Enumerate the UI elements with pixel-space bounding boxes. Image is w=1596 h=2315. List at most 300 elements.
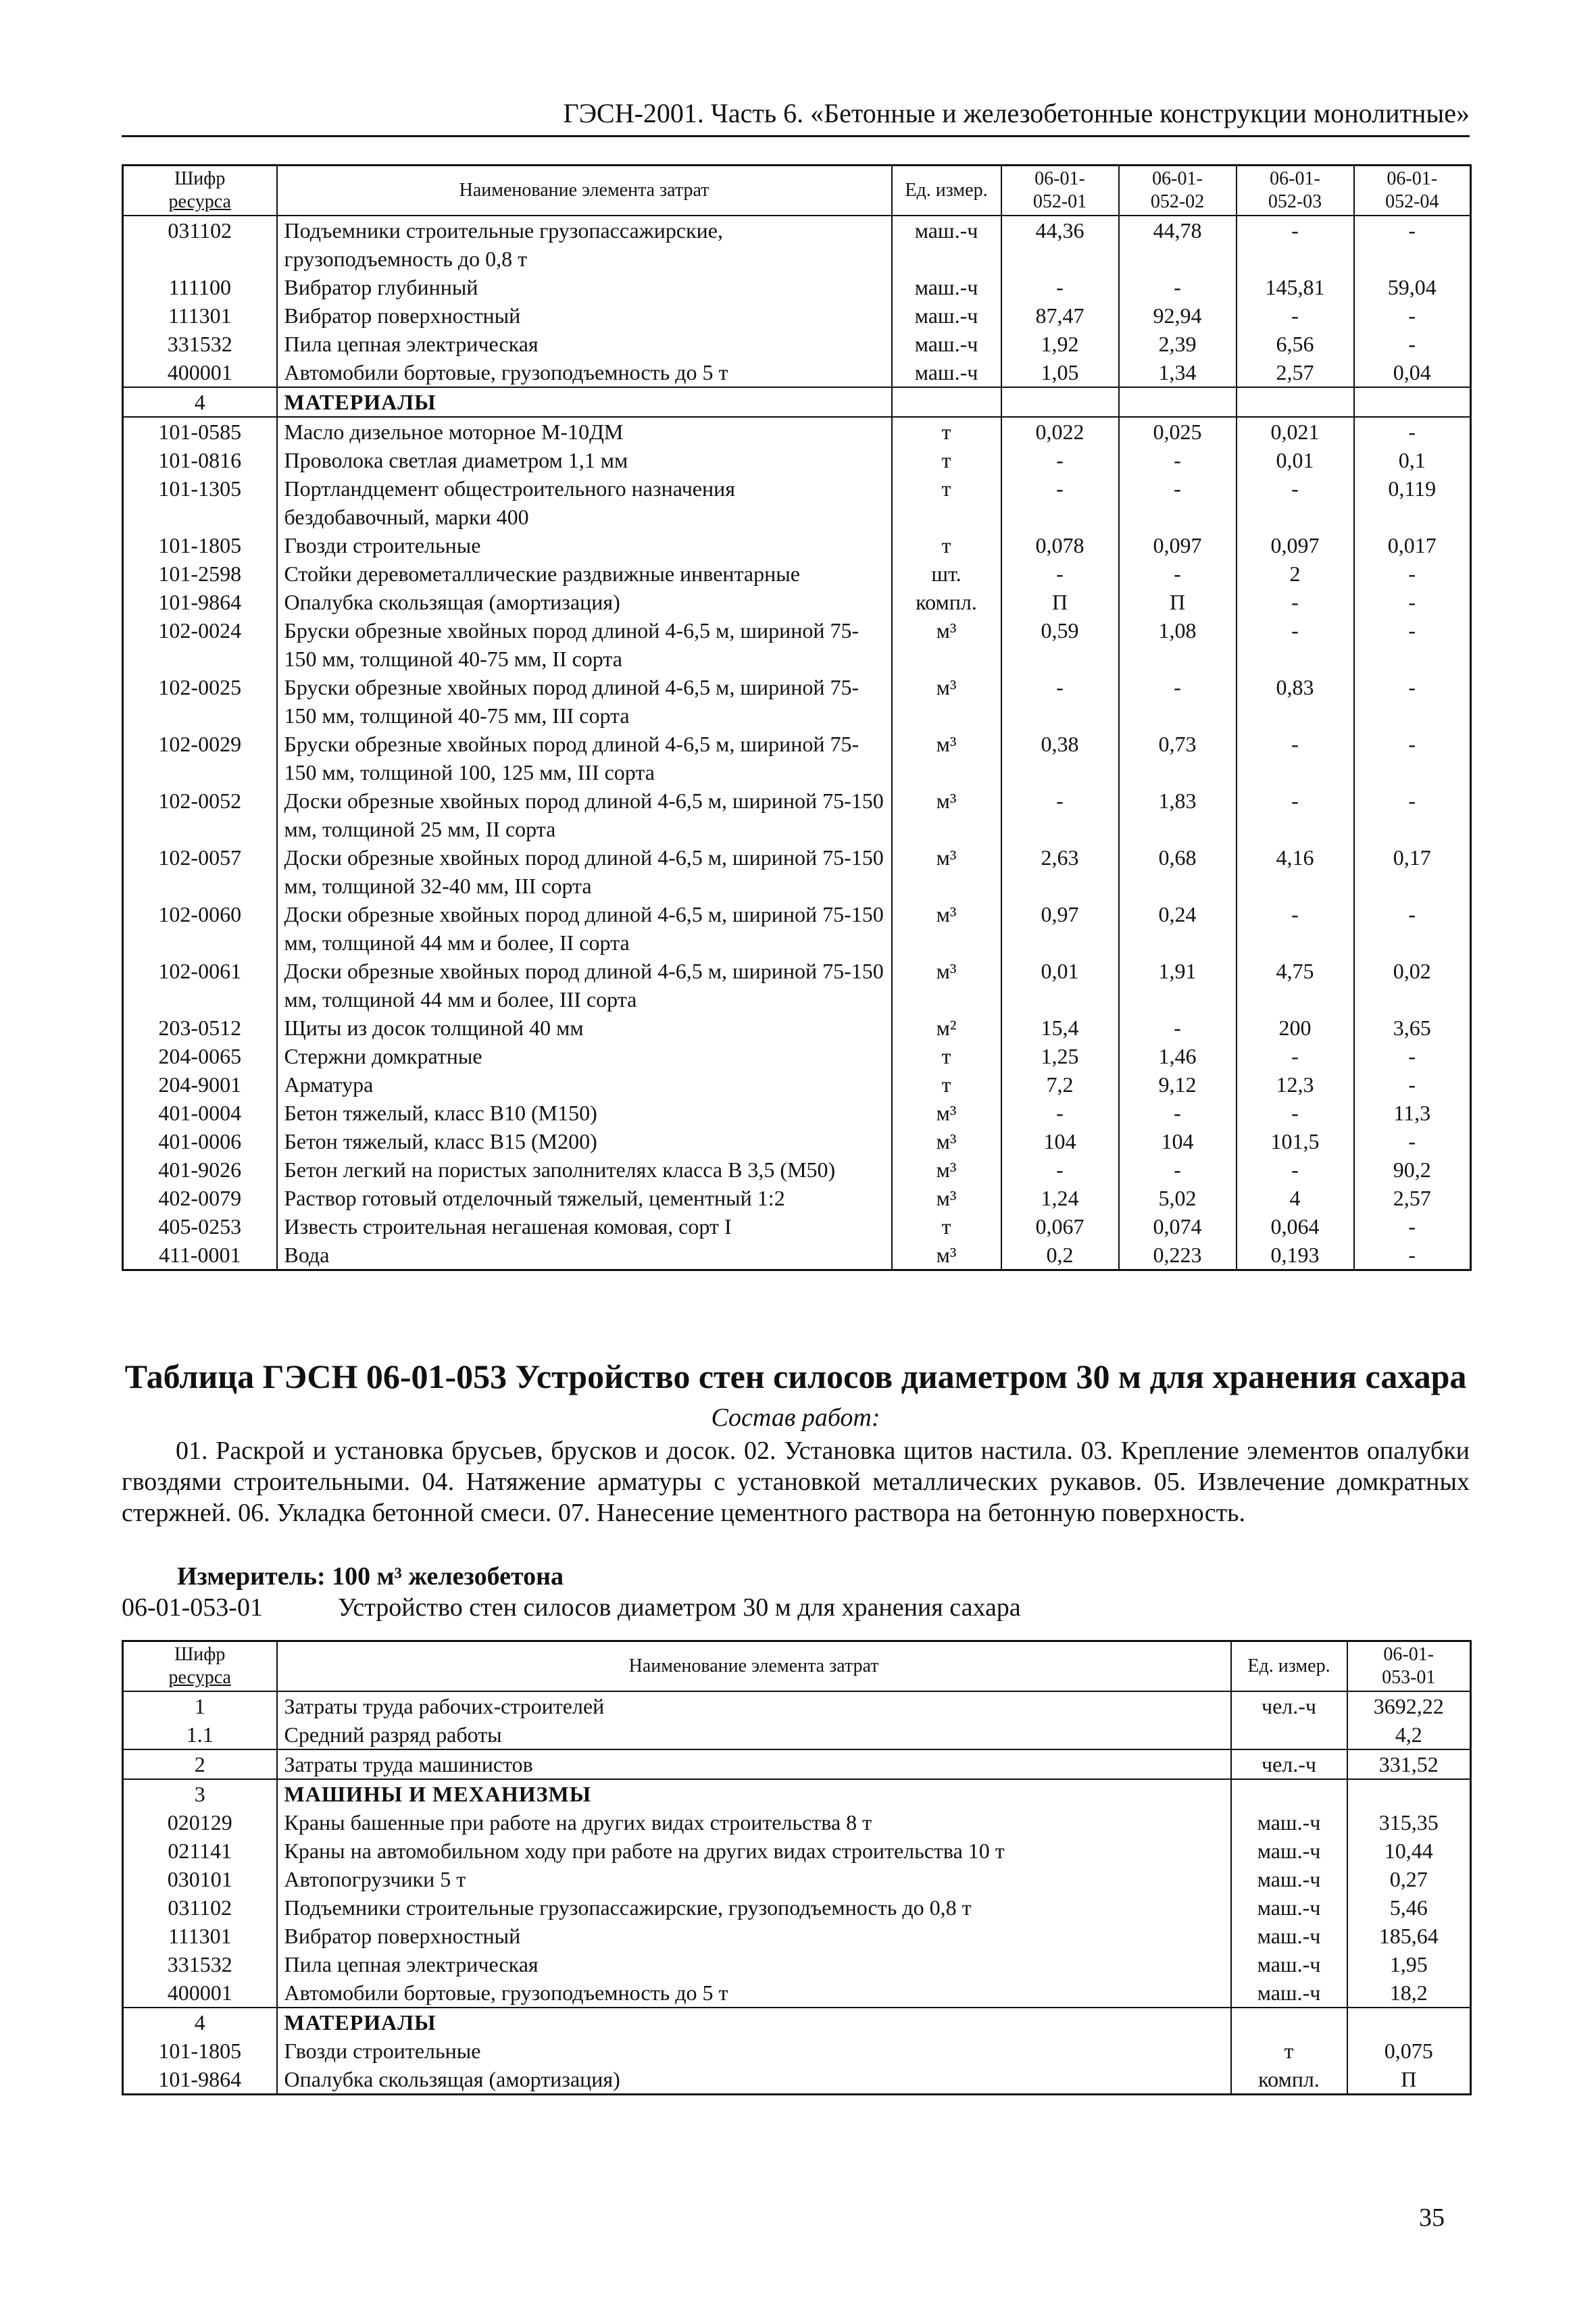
resource-code: 1.1 — [123, 1720, 277, 1749]
value-052-01: 1,05 — [1001, 358, 1119, 387]
value-053-01: 3692,22 — [1347, 1691, 1471, 1720]
resource-name: Подъемники строительные грузопассажирские, грузоподъемность до 0,8 т — [277, 1893, 1231, 1922]
resource-unit: м³ — [892, 843, 1001, 900]
value-052-01: 0,38 — [1001, 730, 1119, 787]
resource-unit: м³ — [892, 616, 1001, 673]
works-subtitle: Состав работ: — [711, 1403, 880, 1432]
table-row — [123, 1070, 1471, 1099]
table-row — [123, 1691, 1471, 1720]
table-row — [123, 417, 1471, 446]
col-code-header: Шифр ресурса — [123, 1641, 277, 1692]
resource-name: Стойки деревометаллические раздвижные инвентарные — [277, 559, 892, 588]
resource-code: 331532 — [123, 330, 277, 358]
resource-code: 102-0024 — [123, 616, 277, 673]
resource-code: 031102 — [123, 1893, 277, 1922]
value-052-01: 104 — [1001, 1127, 1119, 1155]
table-row — [123, 1893, 1471, 1922]
resource-code: 405-0253 — [123, 1212, 277, 1241]
resource-table-053 — [122, 1640, 1472, 2095]
resource-code: 400001 — [123, 358, 277, 387]
value-052-03: - — [1237, 588, 1354, 616]
table-row — [123, 1779, 1471, 1808]
value-052-04: 59,04 — [1354, 273, 1471, 301]
resource-unit: м³ — [892, 1184, 1001, 1212]
resource-code: 401-0006 — [123, 1127, 277, 1155]
value-053-01: 315,35 — [1347, 1808, 1471, 1837]
table-row — [123, 1749, 1471, 1779]
value-053-01: П — [1347, 2065, 1471, 2095]
value-052-01: - — [1001, 474, 1119, 531]
value-052-02: - — [1119, 1155, 1237, 1184]
value-052-02: 0,68 — [1119, 843, 1237, 900]
value-053-01: 0,075 — [1347, 2037, 1471, 2065]
value-052-02: 2,39 — [1119, 330, 1237, 358]
value-052-04: 3,65 — [1354, 1014, 1471, 1042]
resource-name: Автопогрузчики 5 т — [277, 1865, 1231, 1893]
value-053-01: 0,27 — [1347, 1865, 1471, 1893]
value-052-01: 1,25 — [1001, 1042, 1119, 1070]
value-052-01: 15,4 — [1001, 1014, 1119, 1042]
value-052-03: - — [1237, 474, 1354, 531]
value-053-01: 5,46 — [1347, 1893, 1471, 1922]
value-052-02: 0,73 — [1119, 730, 1237, 787]
resource-code: 102-0060 — [123, 900, 277, 957]
resource-unit: маш.-ч — [1231, 1865, 1347, 1893]
resource-code: 2 — [123, 1749, 277, 1779]
resource-name: Бруски обрезные хвойных пород длиной 4-6,5 м, шириной 75-150 мм, толщиной 40-75 мм, III сорта — [277, 673, 892, 730]
resource-unit: т — [892, 474, 1001, 531]
value-052-01: 0,01 — [1001, 957, 1119, 1014]
value-052-03: - — [1237, 730, 1354, 787]
value-052-02: 104 — [1119, 1127, 1237, 1155]
value-052-03: 2 — [1237, 559, 1354, 588]
resource-name: Автомобили бортовые, грузоподъемность до 5 т — [277, 1978, 1231, 2008]
table-row — [123, 1127, 1471, 1155]
resource-name: Масло дизельное моторное М-10ДМ — [277, 417, 892, 446]
value-052-03: 4,16 — [1237, 843, 1354, 900]
value-052-03: - — [1237, 900, 1354, 957]
unit-of-measure: Измеритель: 100 м³ железобетона — [177, 1562, 564, 1591]
resource-unit: чел.-ч — [1231, 1691, 1347, 1720]
resource-unit: м³ — [892, 730, 1001, 787]
norm-code: 06-01-053-01 — [122, 1593, 263, 1622]
value-052-04: - — [1354, 787, 1471, 843]
resource-name: Гвозди строительные — [277, 2037, 1231, 2065]
value-052-04: - — [1354, 900, 1471, 957]
value-052-02 — [1119, 387, 1237, 417]
resource-name: Раствор готовый отделочный тяжелый, цементный 1:2 — [277, 1184, 892, 1212]
value-052-01: 44,36 — [1001, 216, 1119, 273]
value-052-04: - — [1354, 673, 1471, 730]
value-052-01: 1,92 — [1001, 330, 1119, 358]
col-053-01-header: 06-01- 053-01 — [1347, 1641, 1471, 1692]
resource-name: Краны на автомобильном ходу при работе на других видах строительства 10 т — [277, 1837, 1231, 1865]
resource-code: 101-1305 — [123, 474, 277, 531]
value-052-03: - — [1237, 1155, 1354, 1184]
value-052-01 — [1001, 387, 1119, 417]
value-052-04: 0,017 — [1354, 531, 1471, 559]
value-052-01: 0,2 — [1001, 1241, 1119, 1270]
resource-name: МАШИНЫ И МЕХАНИЗМЫ — [277, 1779, 1231, 1808]
value-052-03: 4 — [1237, 1184, 1354, 1212]
resource-unit: т — [892, 1212, 1001, 1241]
resource-unit: м³ — [892, 1099, 1001, 1127]
resource-unit: шт. — [892, 559, 1001, 588]
resource-unit: м³ — [892, 900, 1001, 957]
table-row — [123, 1241, 1471, 1270]
table-row — [123, 1042, 1471, 1070]
value-052-03: - — [1237, 301, 1354, 330]
value-052-01: - — [1001, 673, 1119, 730]
resource-code: 400001 — [123, 1978, 277, 2008]
table-header-row — [123, 166, 1471, 216]
resource-code: 101-0816 — [123, 446, 277, 474]
resource-name: Доски обрезные хвойных пород длиной 4-6,5 м, шириной 75-150 мм, толщиной 32-40 мм, III сорта — [277, 843, 892, 900]
table-row — [123, 787, 1471, 843]
resource-table-052 — [122, 164, 1472, 1271]
resource-unit: маш.-ч — [1231, 1950, 1347, 1978]
value-052-04 — [1354, 387, 1471, 417]
resource-name: Вибратор глубинный — [277, 273, 892, 301]
resource-name: Портландцемент общестроительного назначения бездобавочный, марки 400 — [277, 474, 892, 531]
resource-name: Вибратор поверхностный — [277, 301, 892, 330]
table-row — [123, 387, 1471, 417]
value-053-01 — [1347, 2008, 1471, 2037]
value-052-01: 0,59 — [1001, 616, 1119, 673]
resource-name: МАТЕРИАЛЫ — [277, 387, 892, 417]
resource-code: 021141 — [123, 1837, 277, 1865]
value-052-04: - — [1354, 1212, 1471, 1241]
resource-unit: маш.-ч — [1231, 1837, 1347, 1865]
value-052-02: 9,12 — [1119, 1070, 1237, 1099]
value-052-02: - — [1119, 273, 1237, 301]
resource-code: 401-0004 — [123, 1099, 277, 1127]
resource-unit: маш.-ч — [1231, 1922, 1347, 1950]
value-052-02: - — [1119, 446, 1237, 474]
resource-code: 331532 — [123, 1950, 277, 1978]
resource-unit: м³ — [892, 673, 1001, 730]
value-052-04: - — [1354, 301, 1471, 330]
value-052-04: 0,04 — [1354, 358, 1471, 387]
resource-name: Проволока светлая диаметром 1,1 мм — [277, 446, 892, 474]
value-053-01: 4,2 — [1347, 1720, 1471, 1749]
resource-unit: маш.-ч — [892, 358, 1001, 387]
resource-unit: м² — [892, 1014, 1001, 1042]
resource-code: 204-0065 — [123, 1042, 277, 1070]
value-052-01: 7,2 — [1001, 1070, 1119, 1099]
value-052-04: - — [1354, 1042, 1471, 1070]
norm-name: Устройство стен силосов диаметром 30 м для хранения сахара — [338, 1593, 1021, 1622]
value-052-04: - — [1354, 588, 1471, 616]
value-052-02: 0,223 — [1119, 1241, 1237, 1270]
resource-name: Доски обрезные хвойных пород длиной 4-6,5 м, шириной 75-150 мм, толщиной 25 мм, II сорта — [277, 787, 892, 843]
table-row — [123, 1014, 1471, 1042]
resource-code: 402-0079 — [123, 1184, 277, 1212]
resource-unit: м³ — [892, 787, 1001, 843]
value-053-01: 1,95 — [1347, 1950, 1471, 1978]
table-row — [123, 559, 1471, 588]
table-row — [123, 2037, 1471, 2065]
table-row — [123, 330, 1471, 358]
value-052-04: - — [1354, 417, 1471, 446]
col-name-header: Наименование элемента затрат — [277, 1641, 1231, 1692]
value-052-04: 0,02 — [1354, 957, 1471, 1014]
value-052-01: 0,067 — [1001, 1212, 1119, 1241]
resource-name: Стержни домкратные — [277, 1042, 892, 1070]
resource-code: 4 — [123, 387, 277, 417]
value-052-01: - — [1001, 787, 1119, 843]
table-row — [123, 1837, 1471, 1865]
value-052-03: - — [1237, 616, 1354, 673]
resource-name: Бетон легкий на пористых заполнителях класса В 3,5 (М50) — [277, 1155, 892, 1184]
resource-code: 101-1805 — [123, 531, 277, 559]
table-row — [123, 588, 1471, 616]
resource-unit — [1231, 1779, 1347, 1808]
table-row — [123, 446, 1471, 474]
resource-name: Вибратор поверхностный — [277, 1922, 1231, 1950]
value-053-01: 331,52 — [1347, 1749, 1471, 1779]
value-052-01: - — [1001, 1099, 1119, 1127]
resource-unit: т — [892, 446, 1001, 474]
resource-unit: маш.-ч — [1231, 1893, 1347, 1922]
table-row — [123, 531, 1471, 559]
col-052-01-header: 06-01- 052-01 — [1001, 166, 1119, 216]
resource-name: Пила цепная электрическая — [277, 1950, 1231, 1978]
resource-unit: маш.-ч — [1231, 1808, 1347, 1837]
resource-code: 411-0001 — [123, 1241, 277, 1270]
table-row — [123, 730, 1471, 787]
col-unit-header: Ед. измер. — [892, 166, 1001, 216]
value-052-03: 4,75 — [1237, 957, 1354, 1014]
table-row — [123, 301, 1471, 330]
resource-unit: маш.-ч — [1231, 1978, 1347, 2008]
resource-unit: м³ — [892, 1127, 1001, 1155]
table-row — [123, 1865, 1471, 1893]
resource-code: 101-0585 — [123, 417, 277, 446]
value-052-02: 0,097 — [1119, 531, 1237, 559]
resource-code: 020129 — [123, 1808, 277, 1837]
resource-name: Средний разряд работы — [277, 1720, 1231, 1749]
value-052-03: - — [1237, 1042, 1354, 1070]
table-title: Таблица ГЭСН 06-01-053 Устройство стен силосов диаметром 30 м для хранения сахара — [124, 1358, 1467, 1395]
value-052-02: - — [1119, 559, 1237, 588]
value-052-04: - — [1354, 1241, 1471, 1270]
col-052-04-header: 06-01- 052-04 — [1354, 166, 1471, 216]
table-header-row — [123, 1641, 1471, 1692]
resource-code: 101-9864 — [123, 2065, 277, 2095]
resource-name: Арматура — [277, 1070, 892, 1099]
resource-name: Бруски обрезные хвойных пород длиной 4-6,5 м, шириной 75-150 мм, толщиной 100, 125 мм, III сорта — [277, 730, 892, 787]
resource-code: 102-0061 — [123, 957, 277, 1014]
value-052-04: - — [1354, 1127, 1471, 1155]
value-052-04: - — [1354, 730, 1471, 787]
norm-subheading — [122, 1592, 1021, 1623]
value-053-01 — [1347, 1779, 1471, 1808]
value-052-04: 0,1 — [1354, 446, 1471, 474]
col-052-03-header: 06-01- 052-03 — [1237, 166, 1354, 216]
table-row — [123, 1922, 1471, 1950]
value-053-01: 10,44 — [1347, 1837, 1471, 1865]
value-052-04: 0,17 — [1354, 843, 1471, 900]
table-row — [123, 1950, 1471, 1978]
resource-code: 101-2598 — [123, 559, 277, 588]
value-052-02: - — [1119, 673, 1237, 730]
resource-code: 111301 — [123, 1922, 277, 1950]
value-052-01: 0,97 — [1001, 900, 1119, 957]
table-row — [123, 2008, 1471, 2037]
resource-unit — [1231, 1720, 1347, 1749]
resource-name: МАТЕРИАЛЫ — [277, 2008, 1231, 2037]
value-053-01: 185,64 — [1347, 1922, 1471, 1950]
resource-name: Затраты труда машинистов — [277, 1749, 1231, 1779]
value-052-04: 11,3 — [1354, 1099, 1471, 1127]
resource-unit: маш.-ч — [892, 301, 1001, 330]
value-052-03: - — [1237, 1099, 1354, 1127]
resource-unit: компл. — [1231, 2065, 1347, 2095]
resource-code: 102-0025 — [123, 673, 277, 730]
resource-name: Бетон тяжелый, класс В10 (М150) — [277, 1099, 892, 1127]
resource-unit: т — [892, 417, 1001, 446]
resource-code: 111100 — [123, 273, 277, 301]
resource-name: Щиты из досок толщиной 40 мм — [277, 1014, 892, 1042]
resource-code: 203-0512 — [123, 1014, 277, 1042]
resource-code: 101-9864 — [123, 588, 277, 616]
table-row — [123, 1184, 1471, 1212]
resource-code: 102-0029 — [123, 730, 277, 787]
resource-code: 1 — [123, 1691, 277, 1720]
table-row — [123, 673, 1471, 730]
resource-unit: т — [892, 1070, 1001, 1099]
value-052-02: 0,074 — [1119, 1212, 1237, 1241]
table-row — [123, 358, 1471, 387]
resource-name: Вода — [277, 1241, 892, 1270]
resource-name: Опалубка скользящая (амортизация) — [277, 588, 892, 616]
resource-name: Бруски обрезные хвойных пород длиной 4-6,5 м, шириной 75-150 мм, толщиной 40-75 мм, II сорта — [277, 616, 892, 673]
value-052-04: - — [1354, 1070, 1471, 1099]
page-number: 35 — [1419, 2204, 1445, 2232]
resource-name: Подъемники строительные грузопассажирские, грузоподъемность до 0,8 т — [277, 216, 892, 273]
resource-name: Гвозди строительные — [277, 531, 892, 559]
value-052-01: 2,63 — [1001, 843, 1119, 900]
resource-unit: м³ — [892, 1241, 1001, 1270]
value-052-04: - — [1354, 559, 1471, 588]
resource-name: Опалубка скользящая (амортизация) — [277, 2065, 1231, 2095]
table-row — [123, 474, 1471, 531]
table-row — [123, 616, 1471, 673]
value-052-04: 2,57 — [1354, 1184, 1471, 1212]
value-052-01: 0,022 — [1001, 417, 1119, 446]
value-052-03: 101,5 — [1237, 1127, 1354, 1155]
value-052-03: 145,81 — [1237, 273, 1354, 301]
table-row — [123, 1808, 1471, 1837]
resource-unit: чел.-ч — [1231, 1749, 1347, 1779]
value-052-02: 1,91 — [1119, 957, 1237, 1014]
value-052-03 — [1237, 387, 1354, 417]
col-052-02-header: 06-01- 052-02 — [1119, 166, 1237, 216]
resource-name: Доски обрезные хвойных пород длиной 4-6,5 м, шириной 75-150 мм, толщиной 44 мм и более, III сорта — [277, 957, 892, 1014]
value-053-01: 18,2 — [1347, 1978, 1471, 2008]
value-052-04: 0,119 — [1354, 474, 1471, 531]
resource-name: Известь строительная негашеная комовая, сорт I — [277, 1212, 892, 1241]
table-row — [123, 957, 1471, 1014]
value-052-03: 6,56 — [1237, 330, 1354, 358]
resource-unit: маш.-ч — [892, 330, 1001, 358]
col-name-header: Наименование элемента затрат — [277, 166, 892, 216]
value-052-02: 1,08 — [1119, 616, 1237, 673]
table-row — [123, 1212, 1471, 1241]
resource-code: 204-9001 — [123, 1070, 277, 1099]
table-row — [123, 273, 1471, 301]
resource-code: 031102 — [123, 216, 277, 273]
resource-code: 102-0057 — [123, 843, 277, 900]
value-052-02: 5,02 — [1119, 1184, 1237, 1212]
value-052-01: 1,24 — [1001, 1184, 1119, 1212]
resource-unit: т — [892, 531, 1001, 559]
resource-unit: компл. — [892, 588, 1001, 616]
value-052-02: 1,46 — [1119, 1042, 1237, 1070]
resource-name: Пила цепная электрическая — [277, 330, 892, 358]
table-row — [123, 216, 1471, 273]
resource-unit: т — [892, 1042, 1001, 1070]
resource-code: 4 — [123, 2008, 277, 2037]
value-052-02: 92,94 — [1119, 301, 1237, 330]
resource-unit — [892, 387, 1001, 417]
value-052-02: - — [1119, 1099, 1237, 1127]
value-052-01: П — [1001, 588, 1119, 616]
resource-code: 101-1805 — [123, 2037, 277, 2065]
value-052-02: П — [1119, 588, 1237, 616]
value-052-03: 2,57 — [1237, 358, 1354, 387]
works-description: 01. Раскрой и установка брусьев, брусков и досок. 02. Установка щитов настила. 03. Крепление элементов опалубки гвоздями строительными. 04. Натяжение арматуры с установкой металлических рукавов. 05. Извлечение домкратных стержней. 06. Укладка бетонной смеси. 07. Нанесение цементного раствора на бетонную поверхность. — [122, 1437, 1470, 1527]
value-052-02: 0,025 — [1119, 417, 1237, 446]
value-052-03: 0,064 — [1237, 1212, 1354, 1241]
resource-code: 3 — [123, 1779, 277, 1808]
resource-code: 111301 — [123, 301, 277, 330]
value-052-04: - — [1354, 216, 1471, 273]
value-052-02: - — [1119, 474, 1237, 531]
value-052-03: 12,3 — [1237, 1070, 1354, 1099]
value-052-03: 0,021 — [1237, 417, 1354, 446]
resource-code: 030101 — [123, 1865, 277, 1893]
col-code-header: Шифр ресурса — [123, 166, 277, 216]
value-052-02: 1,34 — [1119, 358, 1237, 387]
resource-unit: т — [1231, 2037, 1347, 2065]
resource-unit: маш.-ч — [892, 216, 1001, 273]
value-052-01: 87,47 — [1001, 301, 1119, 330]
table-row — [123, 2065, 1471, 2095]
value-052-02: 0,24 — [1119, 900, 1237, 957]
value-052-04: - — [1354, 330, 1471, 358]
value-052-04: 90,2 — [1354, 1155, 1471, 1184]
resource-name: Краны башенные при работе на других видах строительства 8 т — [277, 1808, 1231, 1837]
value-052-01: - — [1001, 273, 1119, 301]
value-052-01: 0,078 — [1001, 531, 1119, 559]
value-052-02: 44,78 — [1119, 216, 1237, 273]
resource-unit: м³ — [892, 957, 1001, 1014]
resource-name: Доски обрезные хвойных пород длиной 4-6,5 м, шириной 75-150 мм, толщиной 44 мм и более, II сорта — [277, 900, 892, 957]
resource-code: 102-0052 — [123, 787, 277, 843]
table-row — [123, 1155, 1471, 1184]
resource-name: Автомобили бортовые, грузоподъемность до 5 т — [277, 358, 892, 387]
resource-unit: м³ — [892, 1155, 1001, 1184]
resource-name: Затраты труда рабочих-строителей — [277, 1691, 1231, 1720]
table-row — [123, 900, 1471, 957]
resource-name: Бетон тяжелый, класс В15 (М200) — [277, 1127, 892, 1155]
table-row — [123, 843, 1471, 900]
col-unit-header: Ед. измер. — [1231, 1641, 1347, 1692]
running-header: ГЭСН-2001. Часть 6. «Бетонные и железобетонные конструкции монолитные» — [122, 95, 1470, 137]
resource-code: 401-9026 — [123, 1155, 277, 1184]
